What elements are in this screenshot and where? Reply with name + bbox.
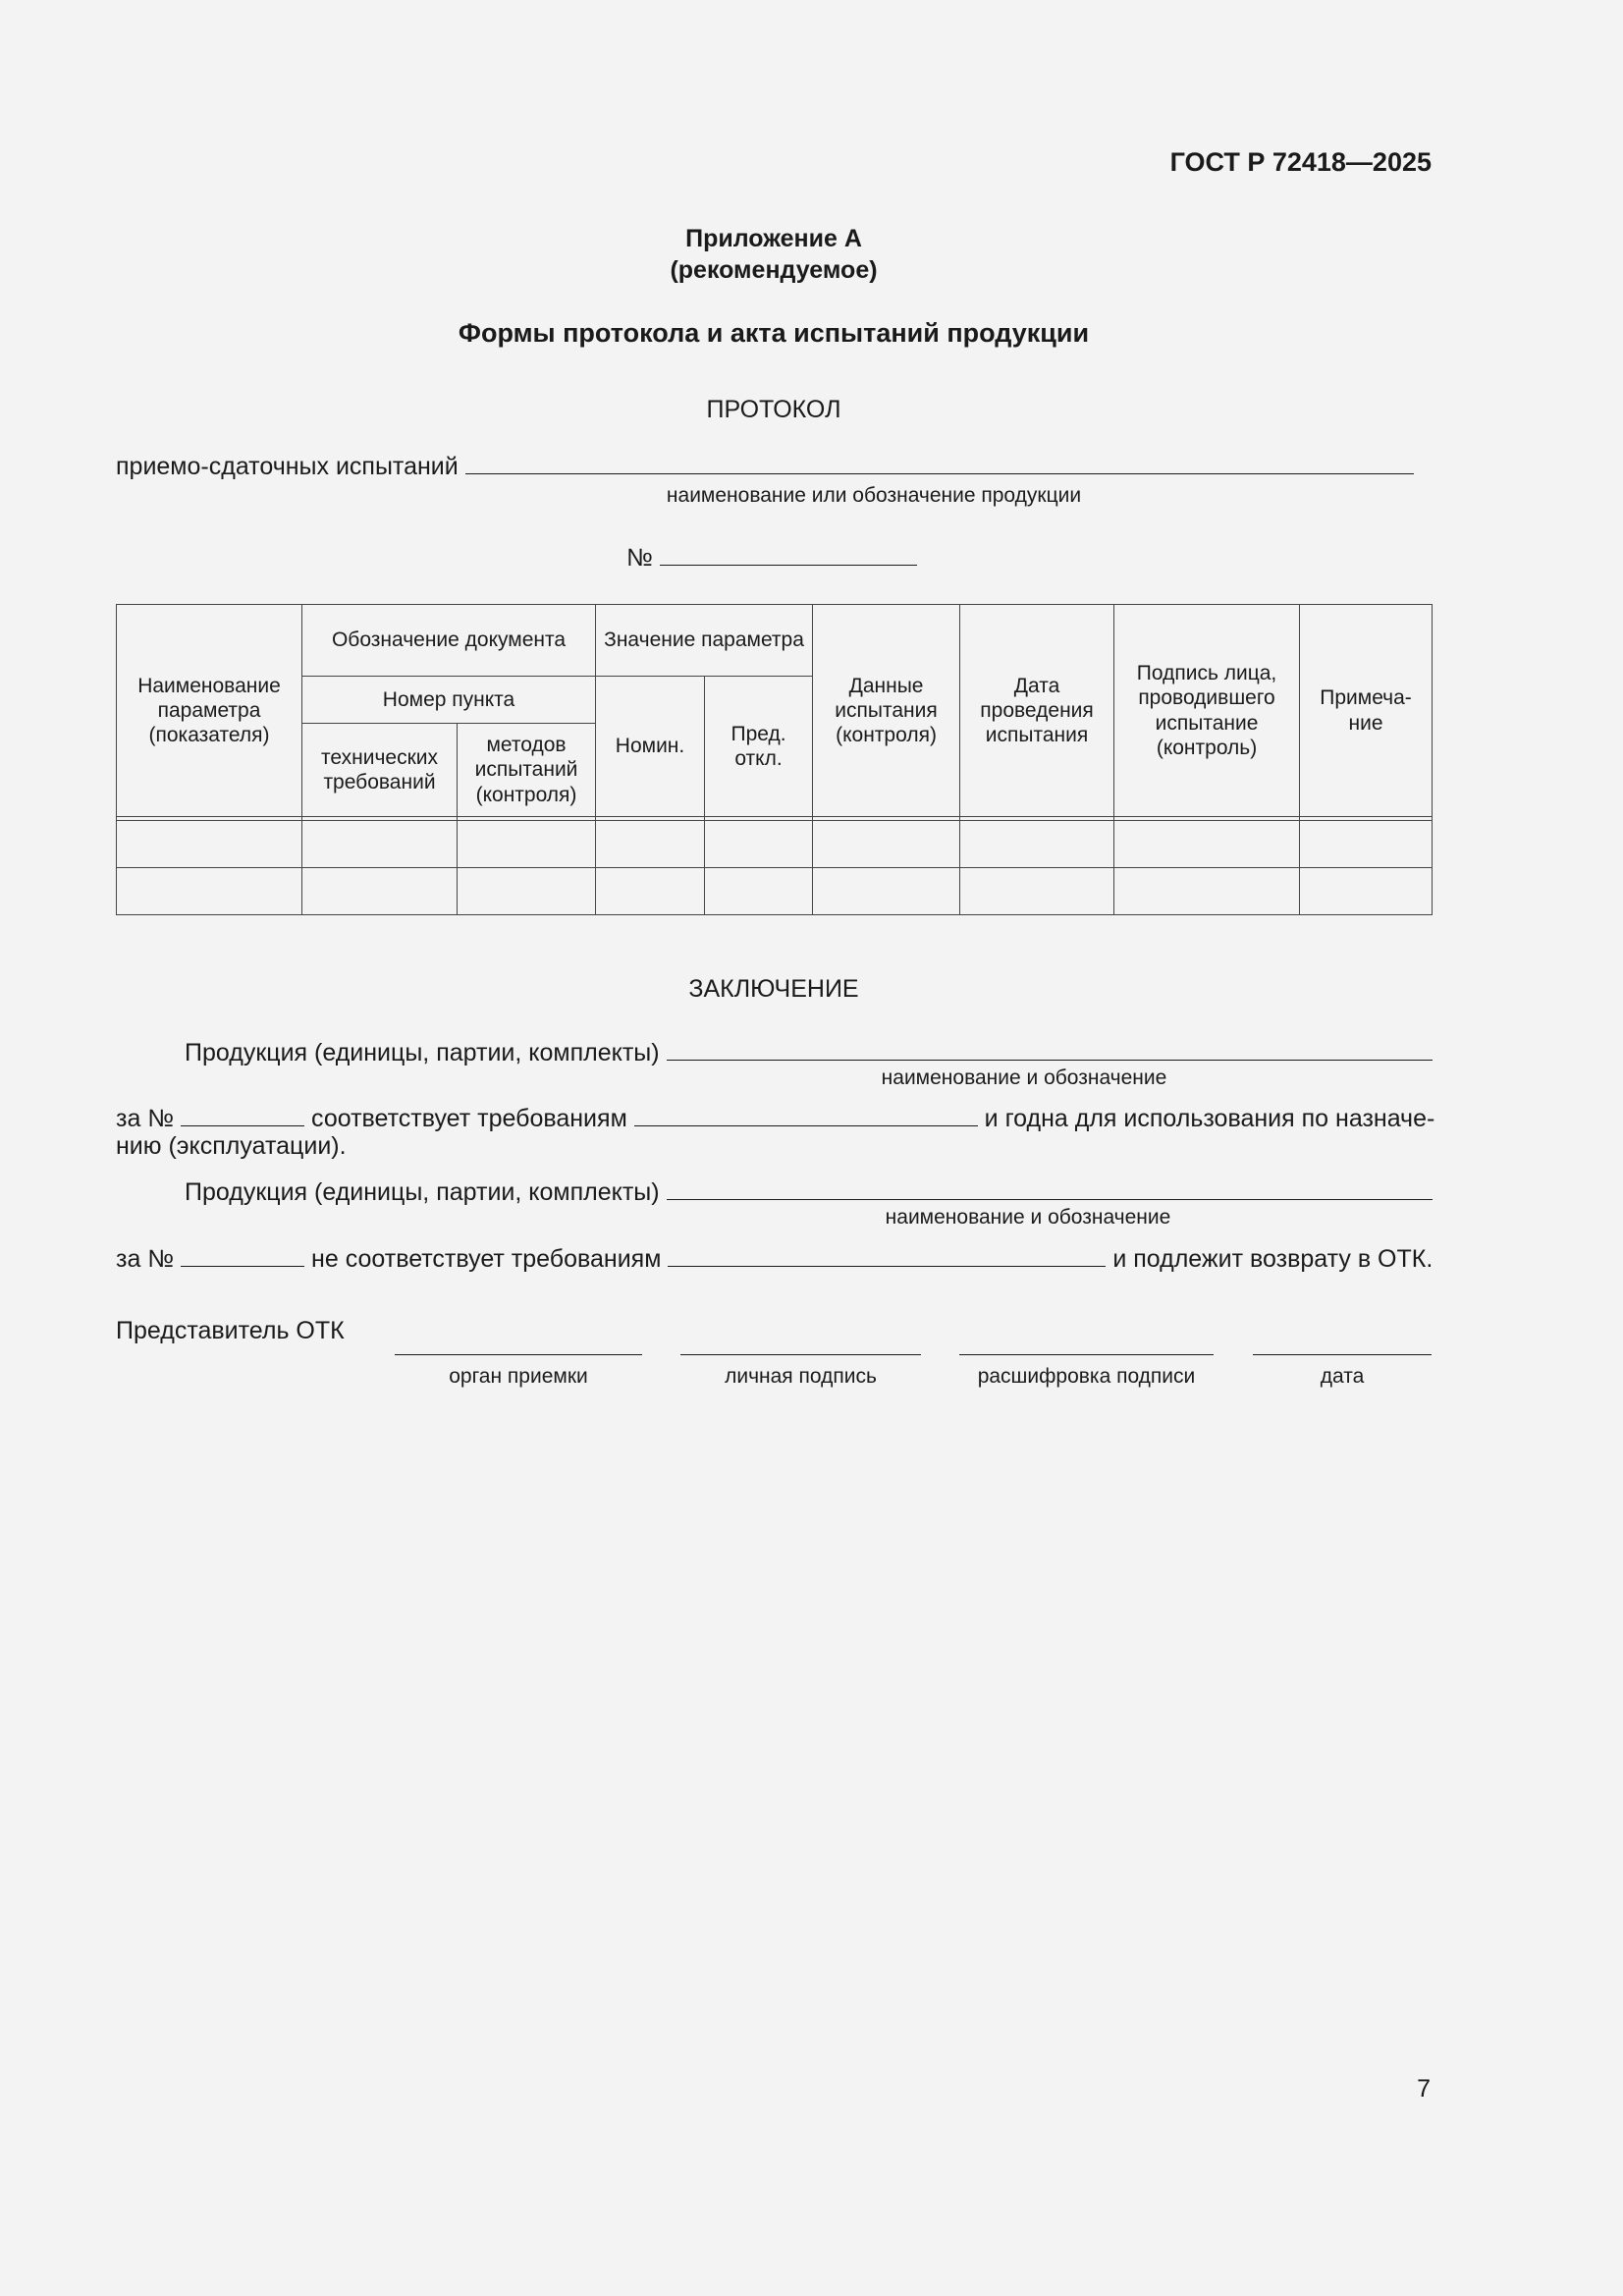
conclusion-p2-row (185, 1175, 1433, 1207)
table-cell[interactable] (1114, 821, 1300, 868)
signature-decoding-field[interactable] (959, 1331, 1214, 1355)
col-doc-header: Обозначение документа (302, 605, 596, 677)
otk-representative-label: Представитель ОТК (116, 1317, 345, 1344)
conclusion-title: ЗАКЛЮЧЕНИЕ (688, 975, 859, 1003)
signature-date-caption: дата (1320, 1365, 1365, 1388)
conclusion-p2-label: Продукция (единицы, партии, комплекты) (185, 1178, 660, 1206)
conclusion-p1-caption: наименование и обозначение (881, 1066, 1167, 1089)
table-cell[interactable] (117, 868, 302, 915)
conclusion-p2-requirements-field[interactable] (668, 1242, 1106, 1267)
table-cell[interactable] (1114, 868, 1300, 915)
col-data-header: Данные испытания (контроля) (813, 605, 960, 817)
table-cell[interactable] (1300, 868, 1433, 915)
protocol-subject-field[interactable] (465, 450, 1414, 474)
col-sign-header: Подпись лица, проводившего испытание (контроль) (1114, 605, 1300, 817)
table-cell[interactable] (960, 868, 1114, 915)
protocol-subject-label: приемо-сдаточных испытаний (116, 453, 459, 480)
table-cell[interactable] (960, 821, 1114, 868)
col-methods-header: методов испытаний (контроля) (458, 724, 596, 817)
standard-number: ГОСТ Р 72418—2025 (1169, 147, 1432, 177)
signature-org-caption: орган приемки (449, 1365, 588, 1388)
conclusion-p1-line2 (116, 1102, 1434, 1133)
conclusion-p2-caption: наименование и обозначение (885, 1206, 1171, 1229)
col-note-header: Примеча-ние (1300, 605, 1433, 817)
protocol-title: ПРОТОКОЛ (706, 396, 841, 423)
signature-personal-field[interactable] (680, 1331, 921, 1355)
conclusion-p1-mid: соответствует требованиям (311, 1105, 627, 1132)
table-cell[interactable] (302, 868, 458, 915)
appendix-status: (рекомендуемое) (670, 256, 878, 284)
appendix-label: Приложение А (685, 225, 862, 252)
form-title: Формы протокола и акта испытаний продукции (458, 318, 1090, 348)
conclusion-p2-number-field[interactable] (181, 1242, 304, 1267)
table-row (117, 821, 1433, 868)
conclusion-p2-mid: не соответствует требованиям (311, 1245, 662, 1273)
table-cell[interactable] (705, 868, 813, 915)
col-clause-header: Номер пункта (302, 677, 596, 724)
conclusion-p1-number-field[interactable] (181, 1102, 304, 1126)
conclusion-p2-line2 (116, 1242, 1433, 1274)
col-date-header: Дата проведения испытания (960, 605, 1114, 817)
signature-decoding-caption: расшифровка подписи (977, 1365, 1196, 1388)
table-cell[interactable] (458, 868, 596, 915)
protocol-number-field[interactable] (660, 541, 917, 566)
table-cell[interactable] (813, 868, 960, 915)
table-cell[interactable] (117, 821, 302, 868)
table-cell[interactable] (596, 821, 705, 868)
col-tol-header: Пред. откл. (705, 677, 813, 817)
conclusion-p1-row (185, 1036, 1433, 1067)
protocol-subject-row (116, 450, 1414, 481)
page-number: 7 (1417, 2075, 1431, 2103)
col-tech-header: технических требований (302, 724, 458, 817)
table-cell[interactable] (705, 821, 813, 868)
signature-personal-caption: личная подпись (725, 1365, 877, 1388)
protocol-number-label: № (626, 544, 653, 572)
conclusion-p1-product-field[interactable] (667, 1036, 1433, 1061)
protocol-number-row (626, 541, 917, 573)
conclusion-p1-cont: нию (эксплуатации). (116, 1132, 347, 1160)
table-cell[interactable] (458, 821, 596, 868)
protocol-subject-caption: наименование или обозначение продукции (666, 484, 1082, 507)
col-param-header: Наименование параметра (показателя) (117, 605, 302, 817)
protocol-table (116, 604, 1433, 915)
col-value-header: Значение параметра (596, 605, 813, 677)
table-cell[interactable] (596, 868, 705, 915)
table-cell[interactable] (1300, 821, 1433, 868)
signature-org-field[interactable] (395, 1331, 642, 1355)
table-row (117, 868, 1433, 915)
table-cell[interactable] (813, 821, 960, 868)
col-nom-header: Номин. (596, 677, 705, 817)
conclusion-p1-requirements-field[interactable] (634, 1102, 978, 1126)
conclusion-p2-end: и подлежит возврату в ОТК. (1112, 1245, 1434, 1273)
conclusion-p2-product-field[interactable] (667, 1175, 1433, 1200)
conclusion-p1-no: за № (116, 1105, 175, 1132)
conclusion-p1-label: Продукция (единицы, партии, комплекты) (185, 1039, 660, 1066)
signature-date-field[interactable] (1253, 1331, 1432, 1355)
table-cell[interactable] (302, 821, 458, 868)
conclusion-p2-no: за № (116, 1245, 175, 1273)
conclusion-p1-end: и годна для использования по назначе- (984, 1105, 1435, 1132)
